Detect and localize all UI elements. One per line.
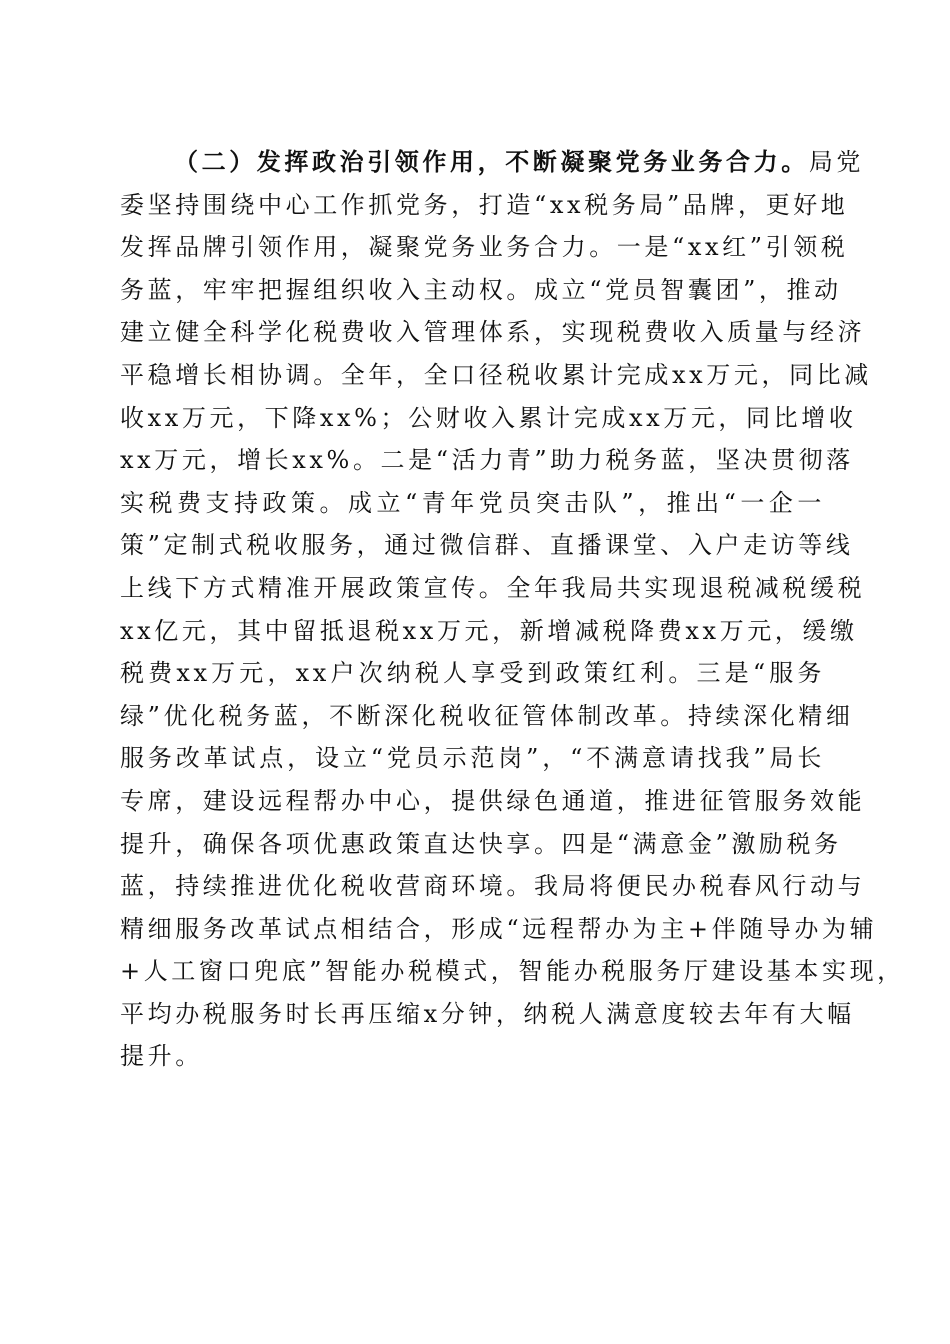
paragraph-line: 上线下方式精准开展政策宣传。全年我局共实现退税减税缓税: [120, 573, 866, 602]
paragraph-line: +人工窗口兜底”智能办税模式，智能办税服务厅建设基本实现，: [120, 957, 905, 986]
paragraph-line: 蓝，持续推进优化税收营商环境。我局将便民办税春风行动与: [120, 872, 866, 901]
paragraph-line: 平稳增长相协调。全年，全口径税收累计完成xx万元，同比减: [120, 360, 872, 389]
line-text: 局党: [808, 148, 865, 176]
paragraph-line: [120, 141, 865, 184]
paragraph-line: 实税费支持政策。成立“青年党员突击队”，推出“一企一: [120, 488, 825, 517]
paragraph-line: 发挥品牌引领作用，凝聚党务业务合力。一是“xx红”引领税: [120, 233, 849, 262]
paragraph-line: 建立健全科学化税费收入管理体系，实现税费收入质量与经济: [120, 318, 866, 347]
paragraph-line: 提升。: [120, 1042, 203, 1071]
section-heading: （二）发挥政治引领作用，不断凝聚党务业务合力。: [174, 147, 809, 176]
paragraph-line: 委坚持围绕中心工作抓党务，打造“xx税务局”品牌，更好地: [120, 190, 849, 219]
paragraph-line: 收xx万元，下降xx%；公财收入累计完成xx万元，同比增收: [120, 403, 857, 432]
paragraph-line: 精细服务改革试点相结合，形成“远程帮办为主+伴随导办为辅: [120, 914, 878, 943]
body-paragraph: [120, 141, 905, 1078]
paragraph-line: 税费xx万元，xx户次纳税人享受到政策红利。三是“服务: [120, 659, 825, 688]
paragraph-line: 专席，建设远程帮办中心，提供绿色通道，推进征管服务效能: [120, 786, 866, 815]
paragraph-line: 服务改革试点，设立“党员示范岗”，“不满意请找我”局长: [120, 744, 825, 773]
paragraph-line: xx亿元，其中留抵退税xx万元，新增减税降费xx万元，缓缴: [120, 616, 858, 645]
paragraph-line: xx万元，增长xx%。二是“活力青”助力税务蓝，坚决贯彻落: [120, 446, 854, 475]
paragraph-line: 策”定制式税收服务，通过微信群、直播课堂、入户走访等线: [120, 531, 854, 560]
paragraph-line: 绿”优化税务蓝，不断深化税收征管体制改革。持续深化精细: [120, 701, 854, 730]
paragraph-line: 务蓝，牢牢把握组织收入主动权。成立“党员智囊团”，推动: [120, 275, 842, 304]
paragraph-line: 提升，确保各项优惠政策直达快享。四是“满意金”激励税务: [120, 829, 842, 858]
paragraph-line: 平均办税服务时长再压缩x分钟，纳税人满意度较去年有大幅: [120, 999, 855, 1028]
